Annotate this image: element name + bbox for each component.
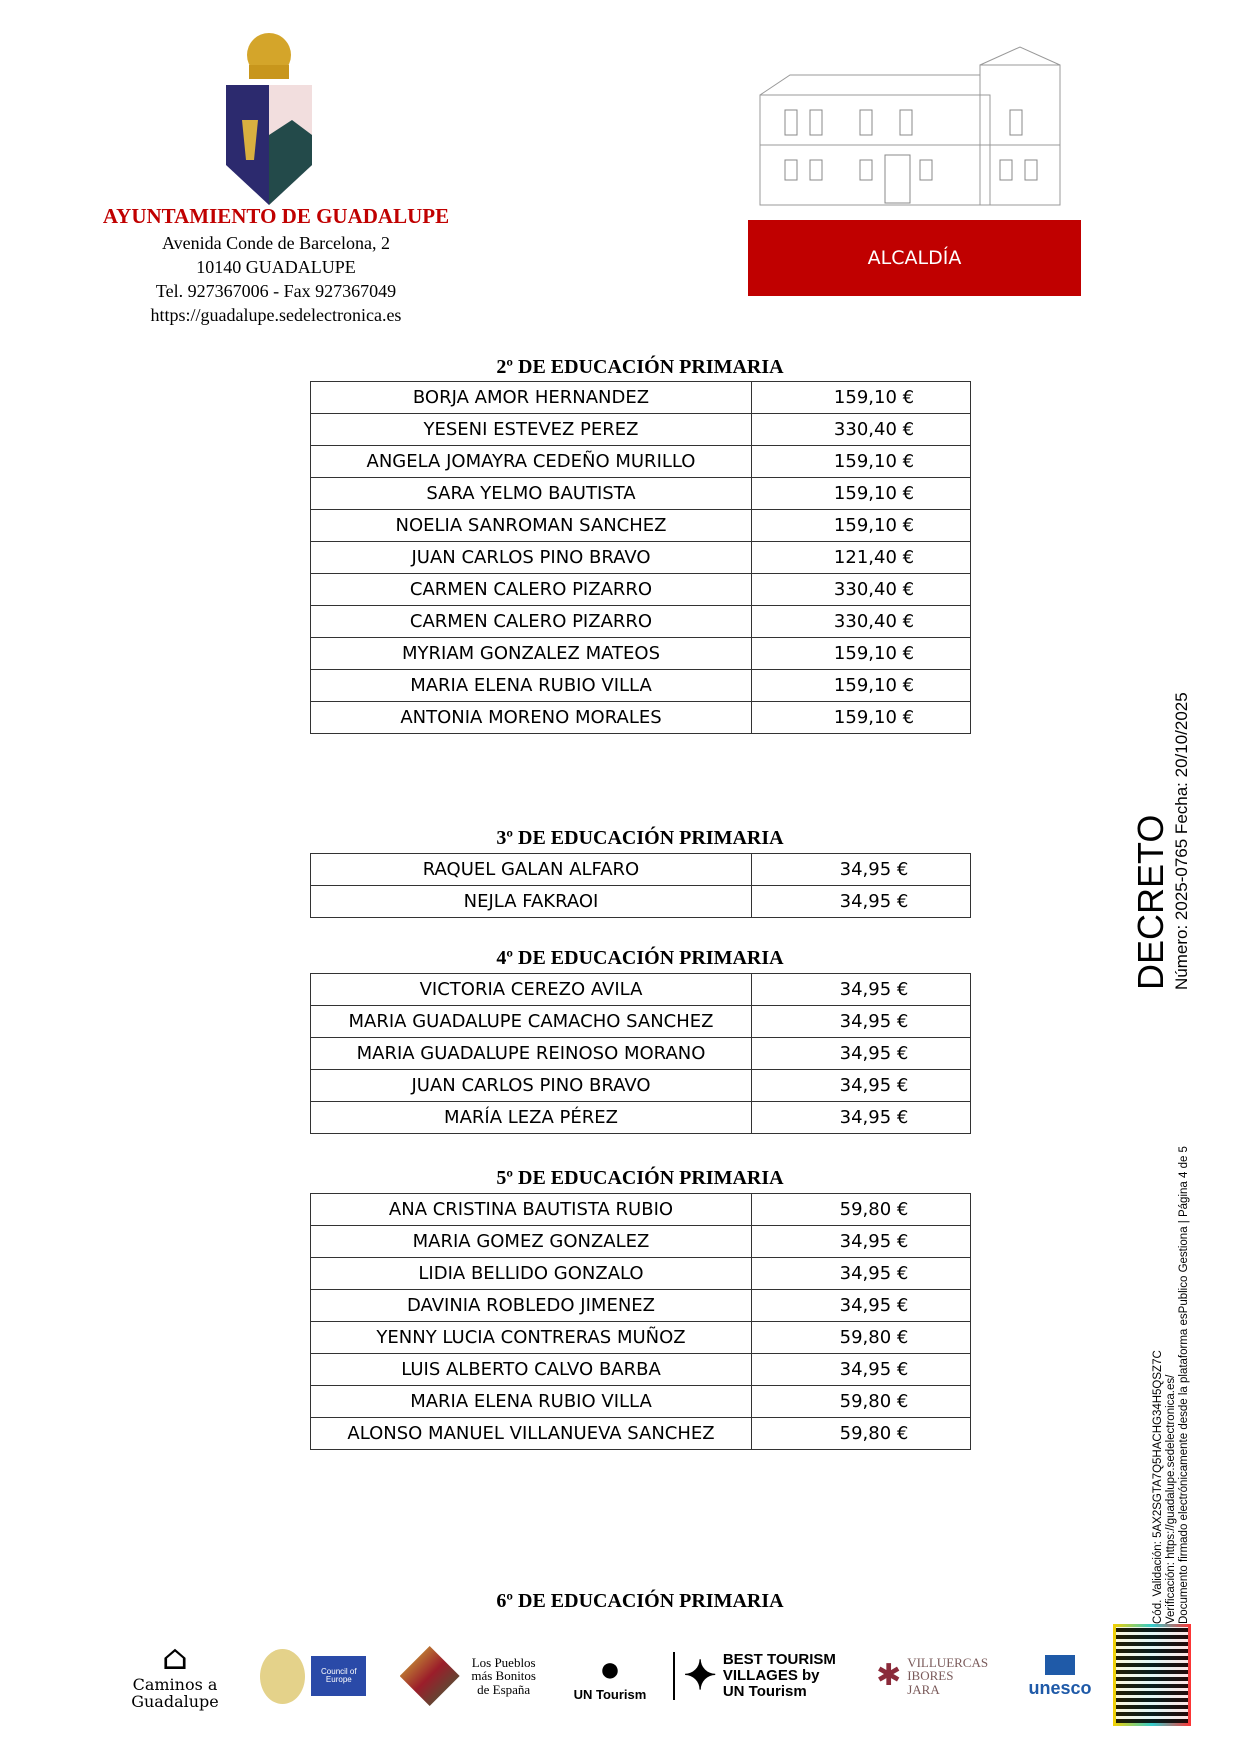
beneficiary-name: ALONSO MANUEL VILLANUEVA SANCHEZ — [311, 1418, 752, 1450]
table-row — [311, 1386, 971, 1418]
beneficiary-name: MARIA GUADALUPE CAMACHO SANCHEZ — [311, 1006, 752, 1038]
amount: 159,10 € — [752, 446, 971, 478]
amount: 59,80 € — [752, 1194, 971, 1226]
table-row — [311, 638, 971, 670]
table-row — [311, 606, 971, 638]
table-row — [311, 414, 971, 446]
amount: 34,95 € — [752, 1070, 971, 1102]
amount: 34,95 € — [752, 1258, 971, 1290]
pueblos-bonitos-logo: Los Pueblos más Bonitos de España — [397, 1646, 547, 1706]
document-number-date: Número: 2025-0765 Fecha: 20/10/2025 — [1172, 692, 1191, 990]
section-title: 3º DE EDUCACIÓN PRIMARIA — [496, 827, 784, 849]
unesco-logo: unesco — [1020, 1655, 1100, 1698]
table-row — [311, 1290, 971, 1322]
amount: 330,40 € — [752, 414, 971, 446]
amount: 59,80 € — [752, 1386, 971, 1418]
beneficiary-name: MARIA ELENA RUBIO VILLA — [311, 670, 752, 702]
amounts-table — [310, 381, 971, 734]
amount: 121,40 € — [752, 542, 971, 574]
footer-logos — [120, 1636, 1100, 1716]
coat-of-arms-logo — [222, 25, 316, 206]
amount: 159,10 € — [752, 510, 971, 542]
table-row — [311, 1102, 971, 1134]
beneficiary-name: MARIA GOMEZ GONZALEZ — [311, 1226, 752, 1258]
beneficiary-name: YESENI ESTEVEZ PEREZ — [311, 414, 752, 446]
validation-code: Cód. Validación: 5AX2SGTA7Q5HACHG34H5QSZ7C — [1152, 1350, 1164, 1624]
amounts-table — [310, 1193, 971, 1450]
beneficiary-name: MARIA GUADALUPE REINOSO MORANO — [311, 1038, 752, 1070]
beneficiary-name: LIDIA BELLIDO GONZALO — [311, 1258, 752, 1290]
document-type: DECRETO — [1130, 814, 1171, 990]
amount: 159,10 € — [752, 382, 971, 414]
table-row — [311, 1226, 971, 1258]
beneficiary-name: RAQUEL GALAN ALFARO — [311, 854, 752, 886]
table-row — [311, 1070, 971, 1102]
table-row — [311, 1006, 971, 1038]
table-row — [311, 1258, 971, 1290]
section-title: 2º DE EDUCACIÓN PRIMARIA — [496, 356, 784, 378]
amount: 59,80 € — [752, 1418, 971, 1450]
table-row — [311, 542, 971, 574]
beneficiary-name: JUAN CARLOS PINO BRAVO — [311, 1070, 752, 1102]
address-line: Avenida Conde de Barcelona, 2 — [161, 233, 391, 253]
website-link[interactable]: https://guadalupe.sedelectronica.es — [150, 305, 402, 325]
section-title: 5º DE EDUCACIÓN PRIMARIA — [496, 1167, 784, 1189]
table-row — [311, 510, 971, 542]
amount: 159,10 € — [752, 638, 971, 670]
amount: 159,10 € — [752, 670, 971, 702]
amount: 330,40 € — [752, 574, 971, 606]
town-hall-illustration — [750, 45, 1077, 209]
amount: 159,10 € — [752, 478, 971, 510]
beneficiary-name: YENNY LUCIA CONTRERAS MUÑOZ — [311, 1322, 752, 1354]
amount: 34,95 € — [752, 1102, 971, 1134]
beneficiary-name: NEJLA FAKRAOI — [311, 886, 752, 918]
amount: 330,40 € — [752, 606, 971, 638]
qr-code — [1113, 1624, 1191, 1726]
table-row — [311, 1418, 971, 1450]
phone-line: Tel. 927367006 - Fax 927367049 — [155, 281, 397, 301]
table-row — [311, 478, 971, 510]
table-row — [311, 1354, 971, 1386]
amount: 34,95 € — [752, 974, 971, 1006]
beneficiary-name: MARIA ELENA RUBIO VILLA — [311, 1386, 752, 1418]
beneficiary-name: MYRIAM GONZALEZ MATEOS — [311, 638, 752, 670]
amount: 34,95 € — [752, 1290, 971, 1322]
org-name: AYUNTAMIENTO DE GUADALUPE — [102, 204, 450, 228]
caminos-guadalupe-logo: ⌂ Caminos a Guadalupe — [131, 1638, 219, 1711]
beneficiary-name: ANA CRISTINA BAUTISTA RUBIO — [311, 1194, 752, 1226]
signature-note: Documento firmado electrónicamente desde la plataforma esPublico Gestiona | Página 4 de 5 — [1178, 1146, 1190, 1624]
amount: 34,95 € — [752, 886, 971, 918]
table-row — [311, 1194, 971, 1226]
beneficiary-name: DAVINIA ROBLEDO JIMENEZ — [311, 1290, 752, 1322]
validation-block — [1152, 1146, 1191, 1624]
council-of-europe-logo: Council of Europe — [253, 1649, 373, 1704]
amount: 34,95 € — [752, 1038, 971, 1070]
best-tourism-villages-logo: ✦ BEST TOURISM VILLAGES by UN Tourism — [673, 1652, 843, 1699]
beneficiary-name: ANGELA JOMAYRA CEDEÑO MURILLO — [311, 446, 752, 478]
table-row — [311, 574, 971, 606]
amounts-table — [310, 973, 971, 1134]
amount: 34,95 € — [752, 854, 971, 886]
beneficiary-name: BORJA AMOR HERNANDEZ — [311, 382, 752, 414]
amount: 59,80 € — [752, 1322, 971, 1354]
table-row — [311, 446, 971, 478]
table-row — [311, 670, 971, 702]
amount: 34,95 € — [752, 1006, 971, 1038]
beneficiary-name: CARMEN CALERO PIZARRO — [311, 574, 752, 606]
villuercas-logo: ✱ VILLUERCAS IBORES JARA — [876, 1654, 989, 1697]
beneficiary-name: SARA YELMO BAUTISTA — [311, 478, 752, 510]
department-banner: ALCALDÍA — [748, 220, 1081, 296]
table-row — [311, 1322, 971, 1354]
amount: 34,95 € — [752, 1226, 971, 1258]
table-row — [311, 382, 971, 414]
verification-url[interactable]: Verificación: https://guadalupe.sedelectronica.es/ — [1165, 1374, 1177, 1624]
amount: 34,95 € — [752, 1354, 971, 1386]
beneficiary-name: NOELIA SANROMAN SANCHEZ — [311, 510, 752, 542]
amount: 159,10 € — [752, 702, 971, 734]
beneficiary-name: JUAN CARLOS PINO BRAVO — [311, 542, 752, 574]
beneficiary-name: CARMEN CALERO PIZARRO — [311, 606, 752, 638]
table-row — [311, 974, 971, 1006]
beneficiary-name: MARÍA LEZA PÉREZ — [311, 1102, 752, 1134]
table-row — [311, 886, 971, 918]
postal-line: 10140 GUADALUPE — [196, 257, 356, 277]
table-row — [311, 1038, 971, 1070]
beneficiary-name: LUIS ALBERTO CALVO BARBA — [311, 1354, 752, 1386]
section-title: 6º DE EDUCACIÓN PRIMARIA — [496, 1590, 784, 1612]
table-row — [311, 702, 971, 734]
table-row — [311, 854, 971, 886]
section-title: 4º DE EDUCACIÓN PRIMARIA — [496, 947, 784, 969]
beneficiary-name: ANTONIA MORENO MORALES — [311, 702, 752, 734]
amounts-table — [310, 853, 971, 918]
un-tourism-logo: ● UN Tourism — [573, 1648, 647, 1703]
beneficiary-name: VICTORIA CEREZO AVILA — [311, 974, 752, 1006]
